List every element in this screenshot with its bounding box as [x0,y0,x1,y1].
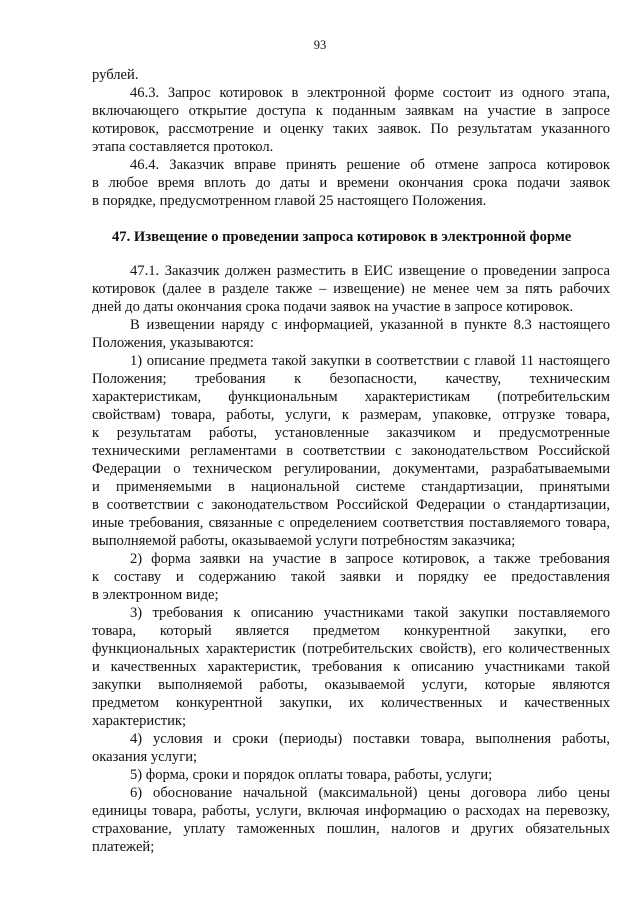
text-line: 6) обоснование начальной (максимальной) цены договора либо цены [130,785,610,801]
text-line: 46.4. Заказчик вправе принять решение об отмене запроса котировок [130,157,610,173]
text-line: к результатам работы, установленные заказчиком и предусмотренные [92,425,610,441]
text-line: свойствам) товара, работы, услуги, к размерам, упаковке, отгрузке товара, [92,407,610,423]
text-line: единицы товара, работы, услуги, включая информацию о расходах на перевозку, [92,803,610,819]
text-line: котировок (далее в разделе также – извещение) не менее чем за пять рабочих [92,281,610,297]
text-line: в электронном виде; [92,587,219,603]
text-line: характеристикам, функциональным характеристикам (потребительским [92,389,610,405]
text-line: выполняемой работы, оказываемой услуги потребностям заказчика; [92,533,516,549]
text-line: В извещении наряду с информацией, указанной в пункте 8.3 настоящего [130,317,610,333]
text-line: 47.1. Заказчик должен разместить в ЕИС извещение о проведении запроса [130,263,610,279]
text-line: в любое время вплоть до даты и времени окончания срока подачи заявок [92,175,610,191]
text-line: рублей. [92,67,139,83]
text-line: к составу и содержанию такой заявки и порядку ее предоставления [92,569,610,585]
text-line: 4) условия и сроки (периоды) поставки товара, выполнения работы, [130,731,610,747]
text-line: техническими регламентами в соответствии с законодательством Российской [92,443,610,459]
text-line: этапа составляется протокол. [92,139,274,155]
text-line: дней до даты окончания срока подачи заявок на участие в запросе котировок. [92,299,574,315]
text-line: иные требования, связанные с определением соответствия поставляемого товара, [92,515,610,531]
text-line: предметом конкурентной закупки, их количественных и качественных [92,695,610,711]
text-line: товара, который является предметом конкурентной закупки, его [92,623,610,639]
text-line: в соответствии с законодательством Российской Федерации о стандартизации, [92,497,610,513]
text-line: характеристик; [92,713,187,729]
text-line: и качественных характеристик, требования к описанию участниками такой [92,659,610,675]
section-heading: 47. Извещение о проведении запроса котировок в электронной форме [112,229,572,245]
text-line: закупки выполняемой работы, оказываемой услуги, которые являются [92,677,610,693]
text-line: 2) форма заявки на участие в запросе котировок, а также требования [130,551,610,567]
text-line: страхование, уплату таможенных пошлин, налогов и других обязательных [92,821,610,837]
text-line: Положения, указываются: [92,335,254,351]
text-line: 46.3. Запрос котировок в электронной форме состоит из одного этапа, [130,85,610,101]
text-line: платежей; [92,839,155,855]
text-line: функциональных характеристик (потребительских свойств), его количественных [92,641,610,657]
text-line: котировок, рассмотрение и оценку таких заявок. По результатам указанного [92,121,610,137]
text-line: и применяемыми в национальной системе стандартизации, принятыми [92,479,610,495]
text-line: Федерации о техническом регулировании, документами, разрабатываемыми [92,461,610,477]
text-line: 3) требования к описанию участниками такой закупки поставляемого [130,605,610,621]
page-number: 93 [313,38,327,52]
text-line: включающего открытие доступа к поданным заявкам на участие в запросе [92,103,610,119]
text-line: 5) форма, сроки и порядок оплаты товара, работы, услуги; [130,767,493,783]
text-line: 1) описание предмета такой закупки в соответствии с главой 11 настоящего [130,353,610,369]
text-line: Положения; требования к безопасности, качеству, техническим [92,371,610,387]
text-line: оказания услуги; [92,749,198,765]
text-line: в порядке, предусмотренном главой 25 настоящего Положения. [92,193,487,209]
